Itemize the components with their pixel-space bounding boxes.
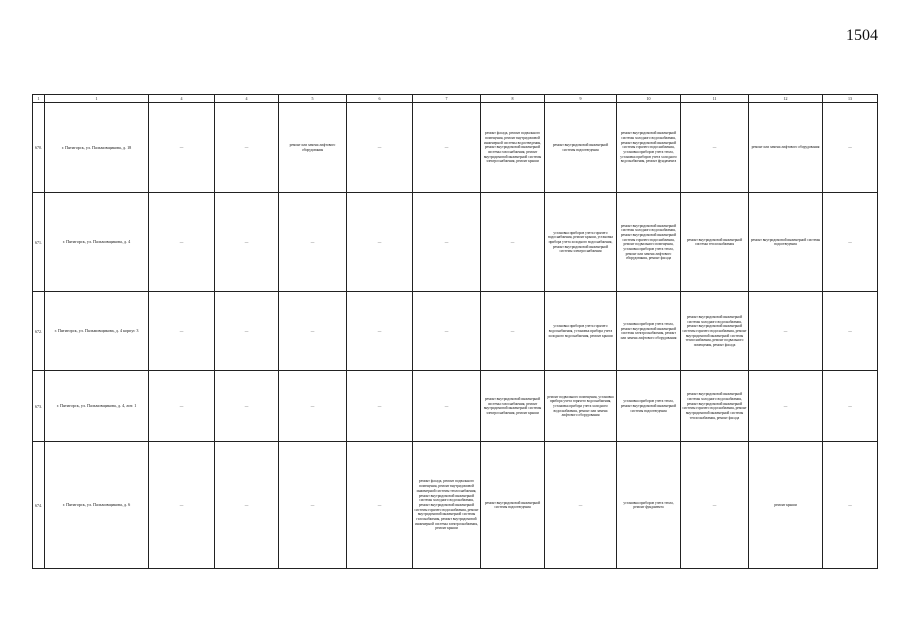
table-cell: — (681, 103, 749, 193)
column-header: 10 (617, 95, 681, 103)
table-cell: установка приборов учета тепла, ремонт внутридомовой инженерной системы электроснабжения, ремонт или замена лифтового оборудования (617, 292, 681, 371)
table-cell: — (279, 442, 347, 569)
row-number: 670. (33, 103, 45, 193)
table-cell: — (149, 103, 215, 193)
table-cell: ремонт или замена лифтового оборудования (279, 103, 347, 193)
table-row (33, 103, 878, 193)
table-cell: установка приборов учета горячего водоснабжения, установка прибора учета холодного водоснабжения, ремонт крыши (545, 292, 617, 371)
column-header: 1 (33, 95, 45, 103)
table-cell: — (215, 292, 279, 371)
column-header: 4 (149, 95, 215, 103)
table-row (33, 442, 878, 569)
table-cell: — (823, 371, 878, 442)
table-cell: установка приборов учета тепла, ремонт внутридомовой инженерной системы водоотведения (617, 371, 681, 442)
table-cell: ремонт внутридомовой инженерной системы холодного водоснабжения, ремонт внутридомовой инженерной системы горячего водоснабжения, ремонт внутридомовой инженерной системы теплоснабжения, ремонт фасада (681, 371, 749, 442)
table-cell: — (413, 193, 481, 292)
page-number: 1504 (846, 27, 878, 44)
column-header: 6 (347, 95, 413, 103)
table-row (33, 292, 878, 371)
table-cell: — (279, 371, 347, 442)
table-cell: ремонт внутридомовой инженерной системы теплоснабжения (681, 193, 749, 292)
table-cell: ремонт внутридомовой инженерной системы холодного водоснабжения, ремонт внутридомовой инженерной системы горячего водоснабжения, ремонт внутридомовой инженерной системы теплоснабжения, ремонт подвального помещения, ремонт фасада (681, 292, 749, 371)
table-cell: — (823, 442, 878, 569)
table-cell: — (347, 371, 413, 442)
table-cell: — (149, 193, 215, 292)
table-cell: — (215, 193, 279, 292)
column-header: 7 (413, 95, 481, 103)
table-cell: — (545, 442, 617, 569)
row-address: г. Пятигорск, ул. Пальмовщикова, д. 4, лит. 1 (45, 371, 149, 442)
table-cell: — (413, 103, 481, 193)
table-cell: — (279, 292, 347, 371)
table-cell: — (823, 292, 878, 371)
row-address: г. Пятигорск, ул. Пальмовщикова, д. 4 (45, 193, 149, 292)
table-cell: ремонт внутридомовой инженерной системы водоотведения (545, 103, 617, 193)
row-address: г. Пятигорск, ул. Пальмовщикова, д. 4 корпус 3 (45, 292, 149, 371)
table-cell: ремонт внутридомовой инженерной системы водоотведения (749, 193, 823, 292)
table-cell: — (149, 371, 215, 442)
row-number: 671. (33, 193, 45, 292)
table-cell: — (149, 292, 215, 371)
table-cell: — (749, 292, 823, 371)
row-number: 672. (33, 292, 45, 371)
table-cell: — (681, 442, 749, 569)
row-number: 673. (33, 371, 45, 442)
table-cell: ремонт или замена лифтового оборудования (749, 103, 823, 193)
table-cell: — (481, 292, 545, 371)
table-cell: ремонт внутридомовой инженерной системы газоснабжения, ремонт внутридомовой инженерной системы электроснабжения, ремонт крыши (481, 371, 545, 442)
table-cell: ремонт внутридомовой инженерной системы холодного водоснабжения, ремонт внутридомовой инженерной системы горячего водоснабжения, установка приборов учета тепла, установка приборов учета холодного водоснабжения, ремонт фундамента (617, 103, 681, 193)
table-cell: ремонт фасада, ремонт подвального помещения, ремонт внутридомовой инженерной системы теплоснабжения, ремонт внутридомовой инженерной системы холодного водоснабжения, ремонт внутридомовой инженерной системы горячего водоснабжения, ремонт внутридомовой инженерной системы газоснабжения, ремонт внутридомовой инженерной системы электроснабжения, ремонт крыши (413, 442, 481, 569)
column-header: 9 (545, 95, 617, 103)
column-header: 8 (481, 95, 545, 103)
table-cell: — (149, 442, 215, 569)
table-cell: — (347, 292, 413, 371)
table-cell: — (823, 193, 878, 292)
table-cell: — (279, 193, 347, 292)
table-row (33, 371, 878, 442)
table-row (33, 193, 878, 292)
column-header: 1 (45, 95, 149, 103)
table-cell: ремонт крыши (749, 442, 823, 569)
table-cell: ремонт фасада, ремонт подвального помещения, ремонт внутридомовой инженерной системы водоотведения, ремонт внутридомовой инженерной системы газоснабжения, ремонт внутридомовой инженерной системы электроснабжения, ремонт крыши (481, 103, 545, 193)
table-cell: установка приборов учета горячего водоснабжения, ремонт крыши, установка прибора учета холодного водоснабжения, ремонт внутридомовой инженерной системы электроснабжения (545, 193, 617, 292)
table-cell: установка приборов учета тепла, ремонт фундамента (617, 442, 681, 569)
table-cell: — (413, 371, 481, 442)
table-cell: — (215, 103, 279, 193)
table-cell: — (347, 442, 413, 569)
table-cell: — (749, 371, 823, 442)
column-number-row (33, 95, 878, 103)
table-cell: ремонт подвального помещения, установка прибора учета горячего водоснабжения, установка прибора учета холодного водоснабжения, ремонт или замена лифтового оборудования (545, 371, 617, 442)
column-header: 13 (823, 95, 878, 103)
table-cell: — (215, 371, 279, 442)
table-cell: ремонт внутридомовой инженерной системы водоотведения (481, 442, 545, 569)
table-cell: — (481, 193, 545, 292)
column-header: 12 (749, 95, 823, 103)
table-cell: ремонт внутридомовой инженерной системы холодного водоснабжения, ремонт внутридомовой инженерной системы горячего водоснабжения, ремонт подвального помещения, установка приборов учета тепла, ремонт или замена лифтового оборудования, ремонт фасада (617, 193, 681, 292)
repair-schedule-table (32, 94, 878, 569)
column-header: 5 (279, 95, 347, 103)
table-cell: — (413, 292, 481, 371)
table-cell: — (823, 103, 878, 193)
column-header: 11 (681, 95, 749, 103)
table-cell: — (215, 442, 279, 569)
row-number: 674. (33, 442, 45, 569)
column-header: 4 (215, 95, 279, 103)
row-address: г. Пятигорск, ул. Пальмовщикова, д. 18 (45, 103, 149, 193)
table-cell: — (347, 193, 413, 292)
table-cell: — (347, 103, 413, 193)
row-address: г. Пятигорск, ул. Пальмовщикова, д. 6 (45, 442, 149, 569)
